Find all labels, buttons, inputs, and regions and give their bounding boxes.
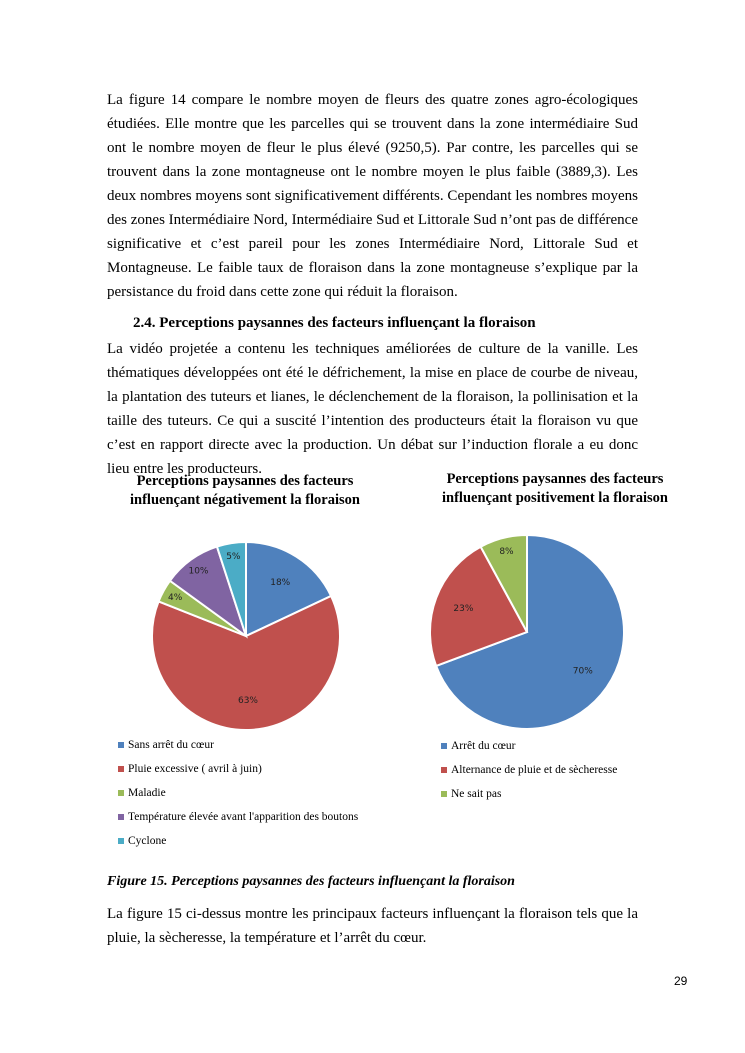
legend-item (441, 782, 617, 806)
legend-label: Température élevée avant l'apparition des boutons (128, 811, 359, 823)
legend-swatch (118, 814, 124, 820)
legend-swatch (118, 838, 124, 844)
data-label: 23% (453, 604, 474, 615)
legend-label: Maladie (128, 787, 166, 799)
legend-label: Sans arrêt du cœur (128, 739, 214, 751)
legend-label: Ne sait pas (451, 788, 502, 800)
chart-title-positive: Perceptions paysannes des facteurs influençant positivement la floraison (442, 471, 668, 506)
legend-item (441, 758, 617, 782)
data-label: 5% (226, 552, 241, 563)
legend-item (118, 781, 358, 805)
legend-item (118, 805, 358, 829)
legend-swatch (118, 742, 124, 748)
legend-negative (118, 733, 358, 853)
data-label: 10% (188, 566, 209, 577)
data-label: 70% (572, 666, 593, 677)
paragraph-figure-14: La figure 14 compare le nombre moyen de fleurs des quatre zones agro-écologiques étudiées. Elle montre que les parcelles qui se trouvent dans la zone intermédiaire Sud ont le nombre moyen de fleur le plus élevé (9250,5). Par contre, les parcelles qui se trouvent dans la zone montagneuse ont le nombre moyen le plus faible (3889,3). Les deux nombres moyens sont significativement différents. Cependant les nombres moyens des zones Intermédiaire Nord, Intermédiaire Sud et Littorale Sud n’ont pas de différence significative et c’est pareil pour les zones Intermédiaire Nord, Littorale Sud et Montagneuse. Le faible taux de floraison dans la zone montagneuse s’explique par la persistance du froid dans cette zone qui réduit la floraison. (107, 92, 638, 300)
legend-item (441, 734, 617, 758)
legend-label: Pluie excessive ( avril à juin) (128, 763, 262, 775)
section-heading: 2.4. Perceptions paysannes des facteurs influençant la floraison (133, 315, 536, 331)
page-number: 29 (674, 974, 688, 988)
legend-swatch (118, 766, 124, 772)
legend-item (118, 829, 358, 853)
legend-label: Alternance de pluie et de sècheresse (451, 764, 618, 776)
legend-item (118, 757, 358, 781)
figure-caption: Figure 15. Perceptions paysannes des facteurs influençant la floraison (107, 874, 515, 889)
legend-swatch (118, 790, 124, 796)
legend-swatch (441, 767, 447, 773)
legend-item (118, 733, 358, 757)
data-label: 63% (237, 695, 259, 706)
chart-title-negative: Perceptions paysannes des facteurs influençant négativement la floraison (130, 473, 360, 508)
legend-swatch (441, 743, 447, 749)
paragraph-video: La vidéo projetée a contenu les techniques améliorées de culture de la vanille. Les thématiques développées ont été le défrichement, la mise en place de courbe de niveau, la plantation des tuteurs et lianes, le déclenchement de la floraison, la pollinisation et la taille des tuteurs. Ce qui a suscité l’intention des producteurs était la floraison vu que c’est en rapport directe avec la production. Un débat sur l’induction florale a eu donc lieu entre les producteurs. (107, 341, 638, 477)
data-label: 8% (499, 547, 514, 558)
legend-label: Arrêt du cœur (451, 740, 516, 752)
data-label: 18% (270, 578, 291, 589)
legend-positive (441, 734, 617, 806)
legend-label: Cyclone (128, 835, 167, 847)
legend-swatch (441, 791, 447, 797)
data-label: 4% (168, 593, 183, 604)
paragraph-conclusion: La figure 15 ci-dessus montre les principaux facteurs influençant la floraison tels que la pluie, la sècheresse, la température et l’arrêt du cœur. (107, 906, 638, 946)
